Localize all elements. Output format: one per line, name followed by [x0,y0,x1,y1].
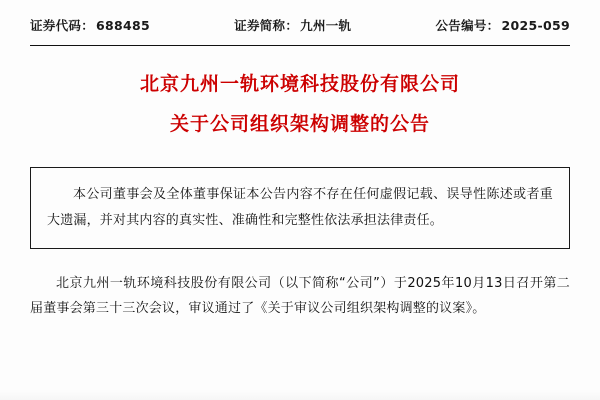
security-abbreviation-label: 证券简称： [234,18,299,33]
document-title [30,72,570,137]
security-code-field [30,16,150,34]
announcement-number-label: 公告编号： [435,18,500,33]
company-name-title: 北京九州一轨环境科技股份有限公司 [139,73,460,95]
security-abbreviation-field [234,16,351,34]
security-code-value: 688485 [96,18,151,33]
announcement-number-field [435,16,570,34]
document-body [30,271,570,322]
announcement-subject-title: 关于公司组织架构调整的公告 [169,112,430,135]
page-bottom-fade [0,390,600,400]
security-abbreviation-value: 九州一轨 [300,18,352,33]
document-header [30,0,570,34]
disclaimer-box [30,167,570,249]
header-divider [30,45,570,46]
announcement-number-value: 2025-059 [501,18,570,33]
body-paragraph: 北京九州一轨环境科技股份有限公司（以下简称“公司”）于2025年10月13日召开第二届董事会第三十三次会议，审议通过了《关于审议公司组织架构调整的议案》。 [30,275,570,317]
disclaimer-text: 本公司董事会及全体董事保证本公告内容不存在任何虚假记载、误导性陈述或者重大遗漏，并对其内容的真实性、准确性和完整性依法承担法律责任。 [47,187,553,228]
security-code-label: 证券代码： [30,18,95,33]
